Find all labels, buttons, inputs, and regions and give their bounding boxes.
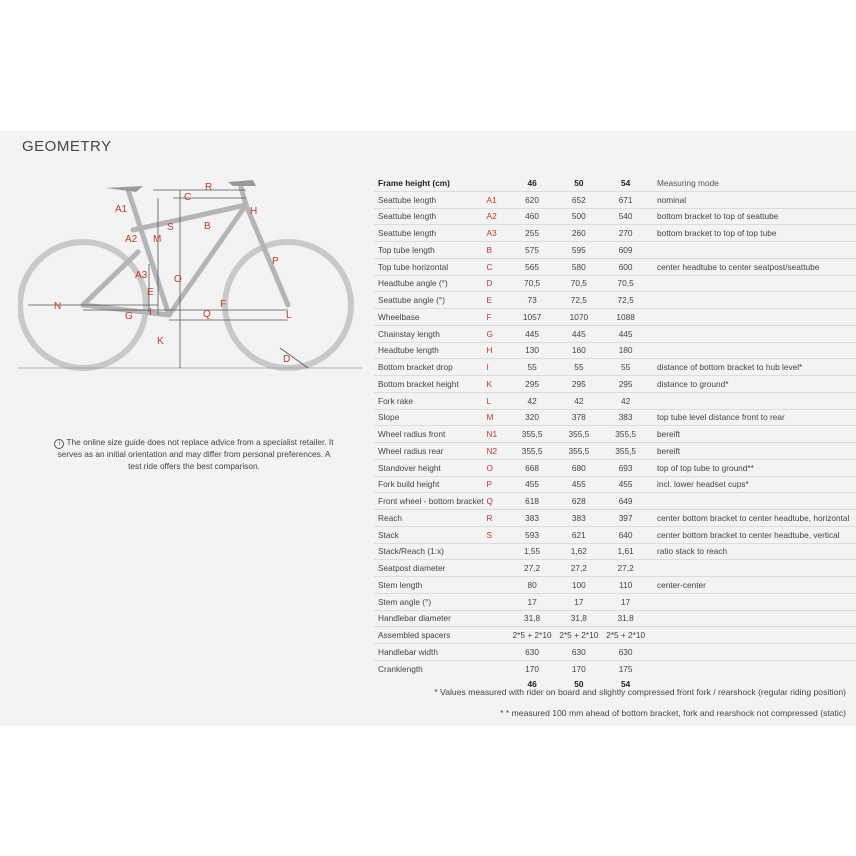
- table-row: [374, 275, 856, 292]
- row-value: 1088: [602, 309, 649, 326]
- diagram-label-M: M: [153, 234, 162, 245]
- row-label: Wheel radius rear: [374, 443, 487, 460]
- row-code: G: [487, 325, 509, 342]
- table-row: [374, 459, 856, 476]
- row-value: 1,55: [509, 543, 556, 560]
- notice-text: The online size guide does not replace advice from a specialist retailer. It serves as an initial orientation and may differ from personal preferences. A test ride offers the best comparison.: [57, 437, 334, 471]
- table-row: [374, 610, 856, 627]
- diagram-label-F: F: [220, 299, 227, 310]
- row-label: Front wheel - bottom bracket: [374, 493, 487, 510]
- geometry-table: [374, 175, 856, 692]
- row-mode: [649, 292, 856, 309]
- row-code: [487, 543, 509, 560]
- row-label: Chainstay length: [374, 325, 487, 342]
- row-value: 17: [555, 593, 602, 610]
- row-value: 42: [555, 392, 602, 409]
- row-label: Cranklength: [374, 660, 487, 676]
- row-code: A1: [487, 191, 509, 208]
- table-row: [374, 543, 856, 560]
- footer-size: 50: [574, 679, 584, 690]
- row-label: Bottom bracket drop: [374, 359, 487, 376]
- row-code: C: [487, 258, 509, 275]
- table-row: [374, 242, 856, 259]
- row-code: A2: [487, 208, 509, 225]
- row-code: [487, 577, 509, 594]
- table-row: [374, 426, 856, 443]
- table-row: [374, 577, 856, 594]
- row-value: 383: [555, 510, 602, 527]
- diagram-label-H: H: [250, 206, 258, 217]
- row-value: 255: [509, 225, 556, 242]
- row-value: 170: [509, 660, 556, 676]
- diagram-label-C: C: [184, 192, 192, 203]
- row-value: 130: [509, 342, 556, 359]
- table-row: [374, 359, 856, 376]
- page-title: GEOMETRY: [22, 138, 112, 155]
- row-value: 620: [509, 191, 556, 208]
- row-value: 580: [555, 258, 602, 275]
- row-value: 355,5: [602, 443, 649, 460]
- row-label: Fork build height: [374, 476, 487, 493]
- row-code: O: [487, 459, 509, 476]
- row-value: 460: [509, 208, 556, 225]
- row-value: 2*5 + 2*10: [555, 627, 602, 644]
- row-value: 445: [509, 325, 556, 342]
- table-row: [374, 208, 856, 225]
- header-size: 46: [527, 177, 537, 188]
- table-row: [374, 225, 856, 242]
- diagram-label-E: E: [147, 287, 154, 298]
- header-frame-height: Frame height (cm): [378, 177, 450, 188]
- table-row: [374, 309, 856, 326]
- row-value: 621: [555, 526, 602, 543]
- row-value: 355,5: [602, 426, 649, 443]
- table-row: [374, 191, 856, 208]
- row-value: 295: [509, 376, 556, 393]
- row-value: 680: [555, 459, 602, 476]
- row-mode: [649, 560, 856, 577]
- row-value: 383: [602, 409, 649, 426]
- row-code: [487, 644, 509, 661]
- row-value: 160: [555, 342, 602, 359]
- row-code: N2: [487, 443, 509, 460]
- row-mode: [649, 309, 856, 326]
- row-code: H: [487, 342, 509, 359]
- row-mode: bereift: [649, 443, 856, 460]
- row-label: Seatpost diameter: [374, 560, 487, 577]
- diagram-label-A3: A3: [135, 270, 148, 281]
- row-label: Top tube length: [374, 242, 487, 259]
- row-value: 70,5: [509, 275, 556, 292]
- row-value: 180: [602, 342, 649, 359]
- row-label: Assembled spacers: [374, 627, 487, 644]
- table-row: [374, 660, 856, 676]
- row-label: Headtube angle (°): [374, 275, 487, 292]
- table-row: [374, 325, 856, 342]
- row-value: 320: [509, 409, 556, 426]
- table-row: [374, 526, 856, 543]
- bike-geometry-diagram: [18, 172, 363, 387]
- row-label: Slope: [374, 409, 487, 426]
- row-mode: top of top tube to ground**: [649, 459, 856, 476]
- row-mode: top tube level distance front to rear: [649, 409, 856, 426]
- header-measuring-mode: Measuring mode: [657, 177, 719, 188]
- row-code: S: [487, 526, 509, 543]
- row-value: 42: [602, 392, 649, 409]
- row-mode: [649, 644, 856, 661]
- row-mode: center headtube to center seatpost/seattube: [649, 258, 856, 275]
- diagram-label-Q: Q: [203, 309, 211, 320]
- row-code: [487, 593, 509, 610]
- row-code: P: [487, 476, 509, 493]
- row-label: Stack/Reach (1:x): [374, 543, 487, 560]
- row-value: 295: [602, 376, 649, 393]
- footer-size: 54: [621, 679, 631, 690]
- row-value: 27,2: [555, 560, 602, 577]
- row-value: 445: [602, 325, 649, 342]
- row-code: [487, 610, 509, 627]
- row-label: Seattube length: [374, 191, 487, 208]
- row-mode: nominal: [649, 191, 856, 208]
- row-mode: [649, 660, 856, 676]
- row-mode: [649, 610, 856, 627]
- row-code: B: [487, 242, 509, 259]
- row-value: 455: [602, 476, 649, 493]
- table-row: [374, 593, 856, 610]
- row-value: 175: [602, 660, 649, 676]
- row-label: Wheel radius front: [374, 426, 487, 443]
- row-code: [487, 627, 509, 644]
- row-value: 70,5: [555, 275, 602, 292]
- row-code: [487, 560, 509, 577]
- row-value: 640: [602, 526, 649, 543]
- row-value: 355,5: [509, 443, 556, 460]
- row-value: 70,5: [602, 275, 649, 292]
- row-value: 540: [602, 208, 649, 225]
- row-value: 455: [555, 476, 602, 493]
- row-mode: distance of bottom bracket to hub level*: [649, 359, 856, 376]
- table-row: [374, 376, 856, 393]
- row-mode: [649, 325, 856, 342]
- table-header-row: [374, 175, 856, 191]
- row-value: 1,62: [555, 543, 602, 560]
- row-value: 609: [602, 242, 649, 259]
- table-row: [374, 510, 856, 527]
- diagram-label-P: P: [272, 256, 279, 267]
- row-value: 31,8: [509, 610, 556, 627]
- table-row: [374, 392, 856, 409]
- row-value: 31,8: [602, 610, 649, 627]
- row-label: Headtube length: [374, 342, 487, 359]
- table-row: [374, 292, 856, 309]
- row-mode: [649, 593, 856, 610]
- row-label: Standover height: [374, 459, 487, 476]
- row-value: 270: [602, 225, 649, 242]
- row-value: 80: [509, 577, 556, 594]
- row-value: 630: [509, 644, 556, 661]
- footnote-static: * * measured 100 mm ahead of bottom bracket, fork and rearshock not compressed (static): [500, 708, 846, 718]
- row-code: [487, 660, 509, 676]
- row-value: 565: [509, 258, 556, 275]
- row-value: 42: [509, 392, 556, 409]
- row-value: 630: [555, 644, 602, 661]
- row-value: 500: [555, 208, 602, 225]
- row-value: 383: [509, 510, 556, 527]
- row-code: R: [487, 510, 509, 527]
- table-row: [374, 560, 856, 577]
- row-mode: incl. lower headset cups*: [649, 476, 856, 493]
- row-value: 630: [602, 644, 649, 661]
- table-row: [374, 342, 856, 359]
- row-label: Stem length: [374, 577, 487, 594]
- diagram-label-R: R: [205, 182, 213, 193]
- row-value: 55: [602, 359, 649, 376]
- row-mode: bereift: [649, 426, 856, 443]
- table-row: [374, 258, 856, 275]
- row-code: N1: [487, 426, 509, 443]
- row-code: I: [487, 359, 509, 376]
- row-label: Top tube horizontal: [374, 258, 487, 275]
- diagram-label-B: B: [204, 221, 211, 232]
- row-label: Handlebar diameter: [374, 610, 487, 627]
- row-label: Seattube angle (°): [374, 292, 487, 309]
- row-label: Seattube length: [374, 225, 487, 242]
- row-value: 397: [602, 510, 649, 527]
- row-value: 27,2: [509, 560, 556, 577]
- size-guide-notice: [50, 437, 338, 472]
- row-value: 2*5 + 2*10: [602, 627, 649, 644]
- row-value: 2*5 + 2*10: [509, 627, 556, 644]
- row-value: 455: [509, 476, 556, 493]
- row-value: 100: [555, 577, 602, 594]
- row-value: 693: [602, 459, 649, 476]
- row-label: Wheelbase: [374, 309, 487, 326]
- row-value: 445: [555, 325, 602, 342]
- row-value: 575: [509, 242, 556, 259]
- row-value: 378: [555, 409, 602, 426]
- row-mode: distance to ground*: [649, 376, 856, 393]
- row-code: L: [487, 392, 509, 409]
- row-mode: center-center: [649, 577, 856, 594]
- diagram-label-S: S: [167, 222, 174, 233]
- table-row: [374, 627, 856, 644]
- row-value: 593: [509, 526, 556, 543]
- saddle: [106, 186, 143, 192]
- diagram-label-D: D: [283, 354, 291, 365]
- diagram-label-A2: A2: [125, 234, 138, 245]
- header-size: 54: [621, 177, 631, 188]
- row-label: Fork rake: [374, 392, 487, 409]
- row-mode: bottom bracket to top of top tube: [649, 225, 856, 242]
- row-value: 170: [555, 660, 602, 676]
- table-row: [374, 493, 856, 510]
- row-label: Stem angle (°): [374, 593, 487, 610]
- row-value: 55: [555, 359, 602, 376]
- row-value: 72,5: [555, 292, 602, 309]
- row-value: 355,5: [509, 426, 556, 443]
- row-code: D: [487, 275, 509, 292]
- row-mode: [649, 493, 856, 510]
- row-mode: [649, 627, 856, 644]
- diagram-label-A1: A1: [115, 204, 128, 215]
- row-value: 260: [555, 225, 602, 242]
- row-value: 355,5: [555, 426, 602, 443]
- row-mode: bottom bracket to top of seattube: [649, 208, 856, 225]
- row-mode: center bottom bracket to center headtube, vertical: [649, 526, 856, 543]
- diagram-label-L: L: [286, 310, 292, 321]
- footnote-riding-position: * Values measured with rider on board and slightly compressed front fork / rearshock (regular riding position): [434, 687, 846, 697]
- row-mode: center bottom bracket to center headtube, horizontal: [649, 510, 856, 527]
- row-mode: [649, 342, 856, 359]
- diagram-label-N: N: [54, 301, 62, 312]
- row-value: 31,8: [555, 610, 602, 627]
- table-row: [374, 409, 856, 426]
- row-code: A3: [487, 225, 509, 242]
- header-code-spacer: [487, 175, 509, 191]
- row-label: Reach: [374, 510, 487, 527]
- row-value: 72,5: [602, 292, 649, 309]
- row-value: 73: [509, 292, 556, 309]
- footer-size: 46: [527, 679, 537, 690]
- row-label: Seattube length: [374, 208, 487, 225]
- row-mode: [649, 275, 856, 292]
- row-label: Bottom bracket height: [374, 376, 487, 393]
- row-mode: ratio stack to reach: [649, 543, 856, 560]
- table-row: [374, 476, 856, 493]
- row-value: 671: [602, 191, 649, 208]
- row-value: 17: [509, 593, 556, 610]
- handlebar: [228, 180, 256, 186]
- row-code: E: [487, 292, 509, 309]
- row-value: 27,2: [602, 560, 649, 577]
- diagram-label-K: K: [157, 336, 164, 347]
- row-code: F: [487, 309, 509, 326]
- row-value: 17: [602, 593, 649, 610]
- diagram-label-O: O: [174, 274, 182, 285]
- row-value: 295: [555, 376, 602, 393]
- row-code: K: [487, 376, 509, 393]
- row-value: 600: [602, 258, 649, 275]
- row-value: 1,61: [602, 543, 649, 560]
- row-value: 1057: [509, 309, 556, 326]
- row-value: 668: [509, 459, 556, 476]
- info-icon: i: [54, 439, 64, 449]
- row-label: Stack: [374, 526, 487, 543]
- row-value: 628: [555, 493, 602, 510]
- table-row: [374, 443, 856, 460]
- row-mode: [649, 392, 856, 409]
- diagram-label-I: I: [149, 307, 152, 318]
- row-value: 355,5: [555, 443, 602, 460]
- row-label: Handlebar width: [374, 644, 487, 661]
- row-value: 618: [509, 493, 556, 510]
- row-value: 595: [555, 242, 602, 259]
- header-size: 50: [574, 177, 584, 188]
- row-code: Q: [487, 493, 509, 510]
- row-value: 55: [509, 359, 556, 376]
- row-value: 649: [602, 493, 649, 510]
- row-value: 110: [602, 577, 649, 594]
- row-value: 1070: [555, 309, 602, 326]
- row-code: M: [487, 409, 509, 426]
- row-mode: [649, 242, 856, 259]
- diagram-label-G: G: [125, 311, 133, 322]
- row-value: 652: [555, 191, 602, 208]
- table-row: [374, 644, 856, 661]
